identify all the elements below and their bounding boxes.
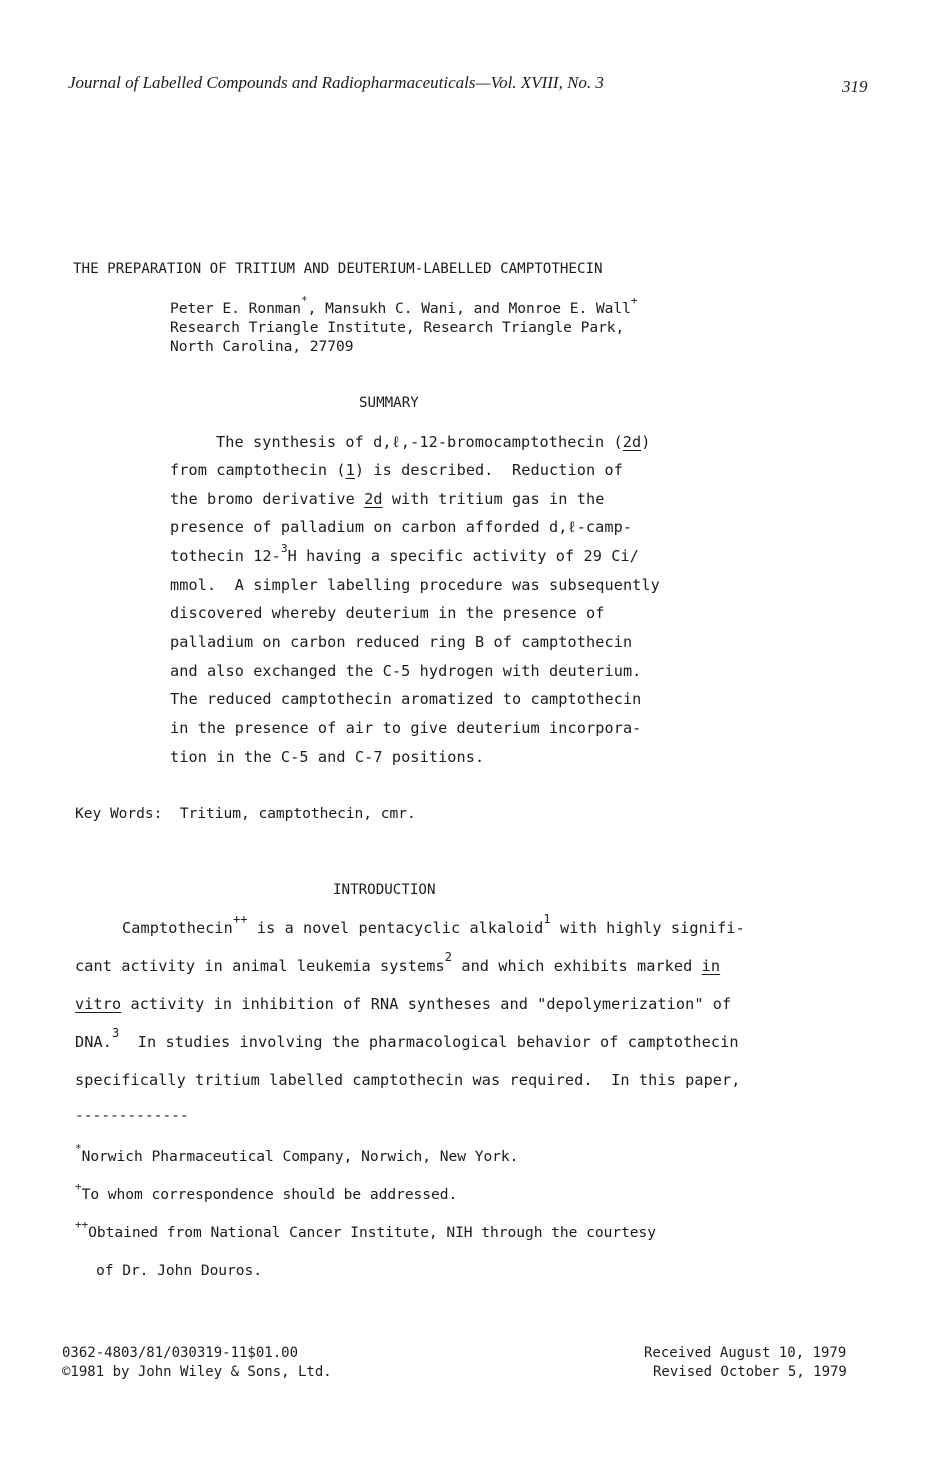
intro-text: In studies involving the pharmacological behavior of camptothecin [119, 1033, 739, 1051]
footnote-text: To whom correspondence should be addressed. [81, 1186, 458, 1203]
intro-text: activity in inhibition of RNA syntheses and "depolymerization" of [121, 995, 732, 1013]
summary-line [216, 433, 650, 452]
citation-ref: 2 [444, 950, 453, 964]
footnote-2 [75, 1180, 458, 1203]
summary-line: presence of palladium on carbon afforded d,ℓ-camp- [170, 518, 633, 536]
summary-line: mmol. A simpler labelling procedure was subsequently [170, 576, 660, 594]
footnote-rule: ------------- [75, 1107, 189, 1124]
summary-line: and also exchanged the C-5 hydrogen with deuterium. [170, 662, 642, 680]
intro-text: Camptothecin [122, 919, 233, 937]
italic-term: vitro [75, 995, 122, 1013]
footnote-mark: + [75, 1180, 82, 1193]
compound-ref: 2d [622, 433, 642, 451]
summary-line [170, 542, 639, 565]
author-mark-2: + [630, 294, 638, 307]
summary-line [170, 461, 623, 479]
summary-line: discovered whereby deuterium in the presence of [170, 604, 605, 622]
intro-text: is a novel pentacyclic alkaloid [247, 919, 544, 937]
author-line [170, 294, 638, 317]
intro-text: cant activity in animal leukemia systems [75, 957, 445, 975]
footnote-mark: ++ [75, 1218, 89, 1231]
summary-text: from camptothecin ( [170, 461, 346, 479]
citation-ref: 3 [111, 1026, 120, 1040]
article-title: THE PREPARATION OF TRITIUM AND DEUTERIUM-LABELLED CAMPTOTHECIN [73, 261, 603, 277]
footnote-mark: * [75, 1142, 82, 1155]
summary-text: the bromo derivative [170, 490, 365, 508]
intro-text: with highly signifi- [550, 919, 745, 937]
summary-text: ) [641, 433, 651, 451]
intro-line: specifically tritium labelled camptothecin was required. In this paper, [75, 1071, 741, 1089]
intro-line [75, 950, 721, 975]
footnote-text: Obtained from National Cancer Institute, NIH through the courtesy [88, 1224, 657, 1241]
compound-ref: 2d [364, 490, 383, 508]
summary-text: tothecin 12- [170, 547, 281, 565]
author-name-1: Peter E. Ronman [170, 300, 302, 317]
introduction-heading: INTRODUCTION [333, 882, 436, 898]
received-date: Received August 10, 1979 [644, 1345, 847, 1361]
footnote-3 [75, 1218, 657, 1241]
summary-line: The reduced camptothecin aromatized to camptothecin [170, 690, 642, 708]
author-names-2: , Mansukh C. Wani, and Monroe E. Wall [307, 300, 631, 317]
citation-ref: 1 [543, 912, 551, 926]
summary-text: ) is described. Reduction of [354, 461, 623, 479]
key-words: Key Words: Tritium, camptothecin, cmr. [75, 805, 416, 822]
intro-line [75, 995, 731, 1013]
footnote-text: Norwich Pharmaceutical Company, Norwich, New York. [81, 1148, 519, 1165]
footnote-3-continued: of Dr. John Douros. [96, 1262, 262, 1279]
revised-date: Revised October 5, 1979 [653, 1364, 847, 1380]
summary-text: with tritium gas in the [382, 490, 605, 508]
summary-heading: SUMMARY [359, 395, 419, 411]
intro-text: and which exhibits marked [452, 957, 702, 975]
author-mark-1: * [301, 294, 308, 307]
copyright: ©1981 by John Wiley & Sons, Ltd. [62, 1364, 332, 1380]
summary-line: in the presence of air to give deuterium incorpora- [170, 719, 642, 737]
affiliation-line-2: North Carolina, 27709 [170, 338, 354, 355]
intro-line [122, 912, 745, 937]
intro-line [75, 1026, 739, 1051]
summary-line: tion in the C-5 and C-7 positions. [170, 748, 485, 766]
page-number: 319 [842, 77, 868, 96]
affiliation-line-1: Research Triangle Institute, Research Triangle Park, [170, 319, 625, 336]
superscript: 3 [280, 542, 288, 555]
footnote-1 [75, 1142, 519, 1165]
italic-term: in [701, 957, 721, 975]
footnote-ref: ++ [232, 912, 248, 926]
summary-line: palladium on carbon reduced ring B of camptothecin [170, 633, 633, 651]
summary-text: H having a specific activity of 29 Ci/ [287, 547, 639, 565]
summary-line [170, 490, 604, 508]
intro-text: DNA. [75, 1033, 112, 1051]
summary-text: The synthesis of d,ℓ,-12-bromocamptothecin ( [216, 433, 623, 451]
article-code: 0362-4803/81/030319-11$01.00 [62, 1345, 299, 1361]
journal-title: Journal of Labelled Compounds and Radiopharmaceuticals—Vol. XVIII, No. 3 [68, 73, 604, 92]
compound-ref: 1 [345, 461, 355, 479]
